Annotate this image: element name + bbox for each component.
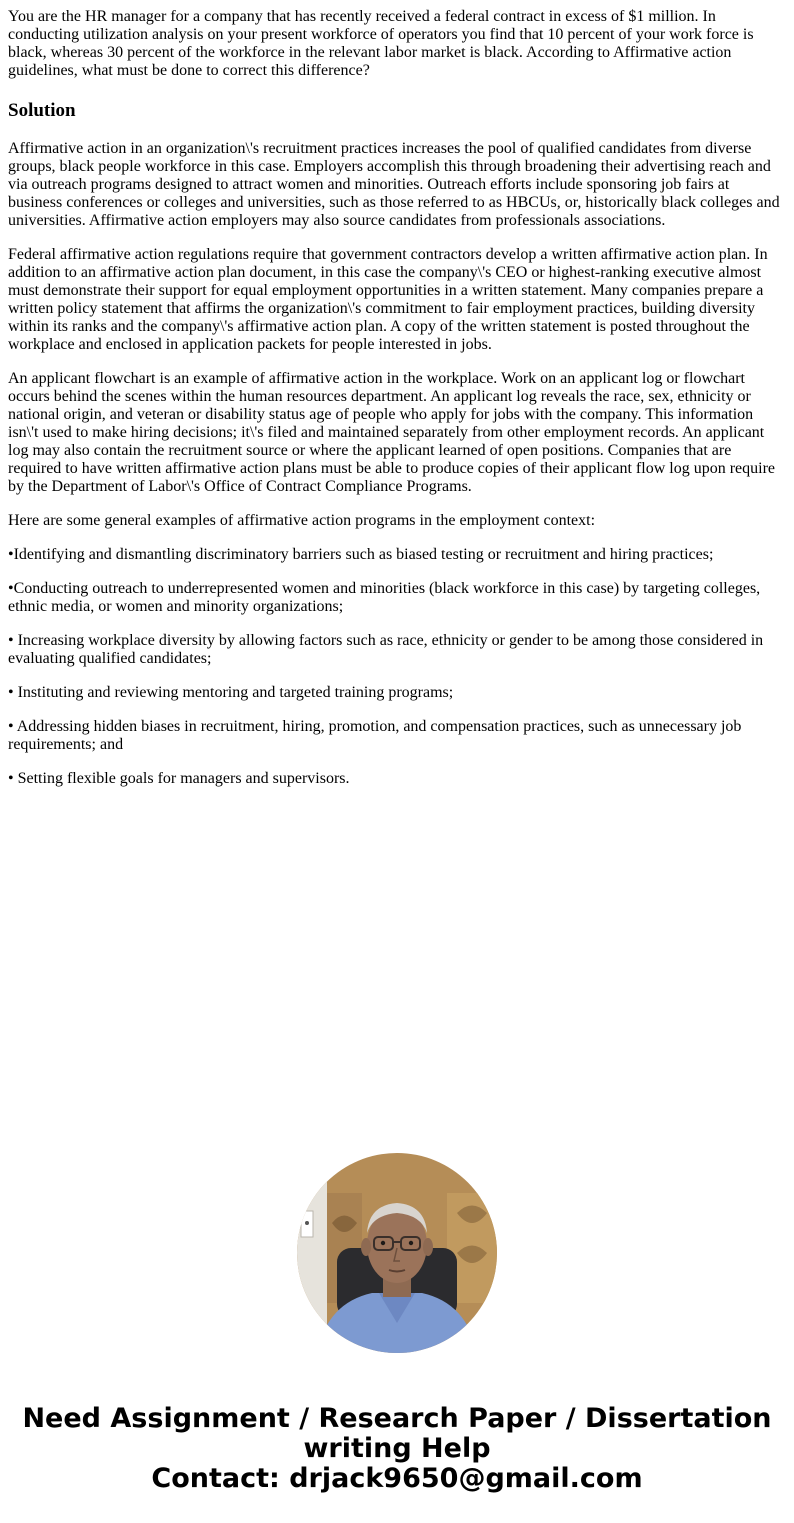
paragraph: Affirmative action in an organization\'s recruitment practices increases the pool of qualified candidates from diverse groups, black people workforce in this case. Employers accomplish this through broadening their advertising reach and via outreach programs designed to attract women and minorities. Outreach efforts include sponsoring job fairs at business conferences or colleges and universities, such as those referred to as HBCUs, or, historically black colleges and universities. Affirmative action employers may also source candidates from professionals associations. bbox=[8, 140, 780, 229]
solution-heading: Solution bbox=[8, 100, 76, 121]
promo-line: writing Help bbox=[303, 1433, 491, 1464]
author-portrait-image bbox=[297, 1153, 497, 1353]
promo-contact: Contact: drjack9650@gmail.com bbox=[151, 1463, 643, 1494]
bullet-item: • Increasing workplace diversity by allowing factors such as race, ethnicity or gender to be among those considered in evaluating qualified candidates; bbox=[8, 632, 764, 667]
bullet-item: •Conducting outreach to underrepresented women and minorities (black workforce in this case) by targeting colleges, ethnic media, or women and minority organizations; bbox=[8, 580, 761, 615]
author-avatar bbox=[297, 1153, 497, 1353]
promo-banner bbox=[0, 1404, 794, 1494]
bullet-item: • Instituting and reviewing mentoring and targeted training programs; bbox=[8, 684, 454, 701]
promo-line: Need Assignment / Research Paper / Dissertation bbox=[22, 1403, 772, 1434]
question-text: You are the HR manager for a company that has recently received a federal contract in excess of $1 million. In conducting utilization analysis on your present workforce of operators you find that 10 percent of your work force is black, whereas 30 percent of the workforce in the relevant labor market is black. According to Affirmative action guidelines, what must be done to correct this difference? bbox=[8, 8, 754, 79]
paragraph: An applicant flowchart is an example of affirmative action in the workplace. Work on an applicant log or flowchart occurs behind the scenes within the human resources department. An applicant log reveals the race, sex, ethnicity or national origin, and veteran or disability status age of people who apply for jobs with the company. This information isn\'t used to make hiring decisions; it\'s filed and maintained separately from other employment records. An applicant log may also contain the recruitment source or where the applicant learned of open positions. Companies that are required to have written affirmative action plans must be able to produce copies of their applicant flow log upon require by the Department of Labor\'s Office of Contract Compliance Programs. bbox=[8, 370, 776, 495]
bullet-item: • Setting flexible goals for managers and supervisors. bbox=[8, 770, 350, 787]
bullet-item: • Addressing hidden biases in recruitment, hiring, promotion, and compensation practices, such as unnecessary job requirements; and bbox=[8, 718, 742, 753]
article-body bbox=[8, 8, 782, 804]
bullet-item: •Identifying and dismantling discriminatory barriers such as biased testing or recruitment and hiring practices; bbox=[8, 546, 714, 563]
paragraph: Here are some general examples of affirmative action programs in the employment context: bbox=[8, 512, 596, 529]
paragraph: Federal affirmative action regulations require that government contractors develop a written affirmative action plan. In addition to an affirmative action plan document, in this case the company\'s CEO or highest-ranking executive almost must demonstrate their support for equal employment opportunities in a written statement. Many companies prepare a written policy statement that affirms the organization\'s commitment to fair employment practices, building diversity within its ranks and the company\'s affirmative action plan. A copy of the written statement is posted throughout the workplace and enclosed in application packets for people interested in jobs. bbox=[8, 246, 768, 353]
